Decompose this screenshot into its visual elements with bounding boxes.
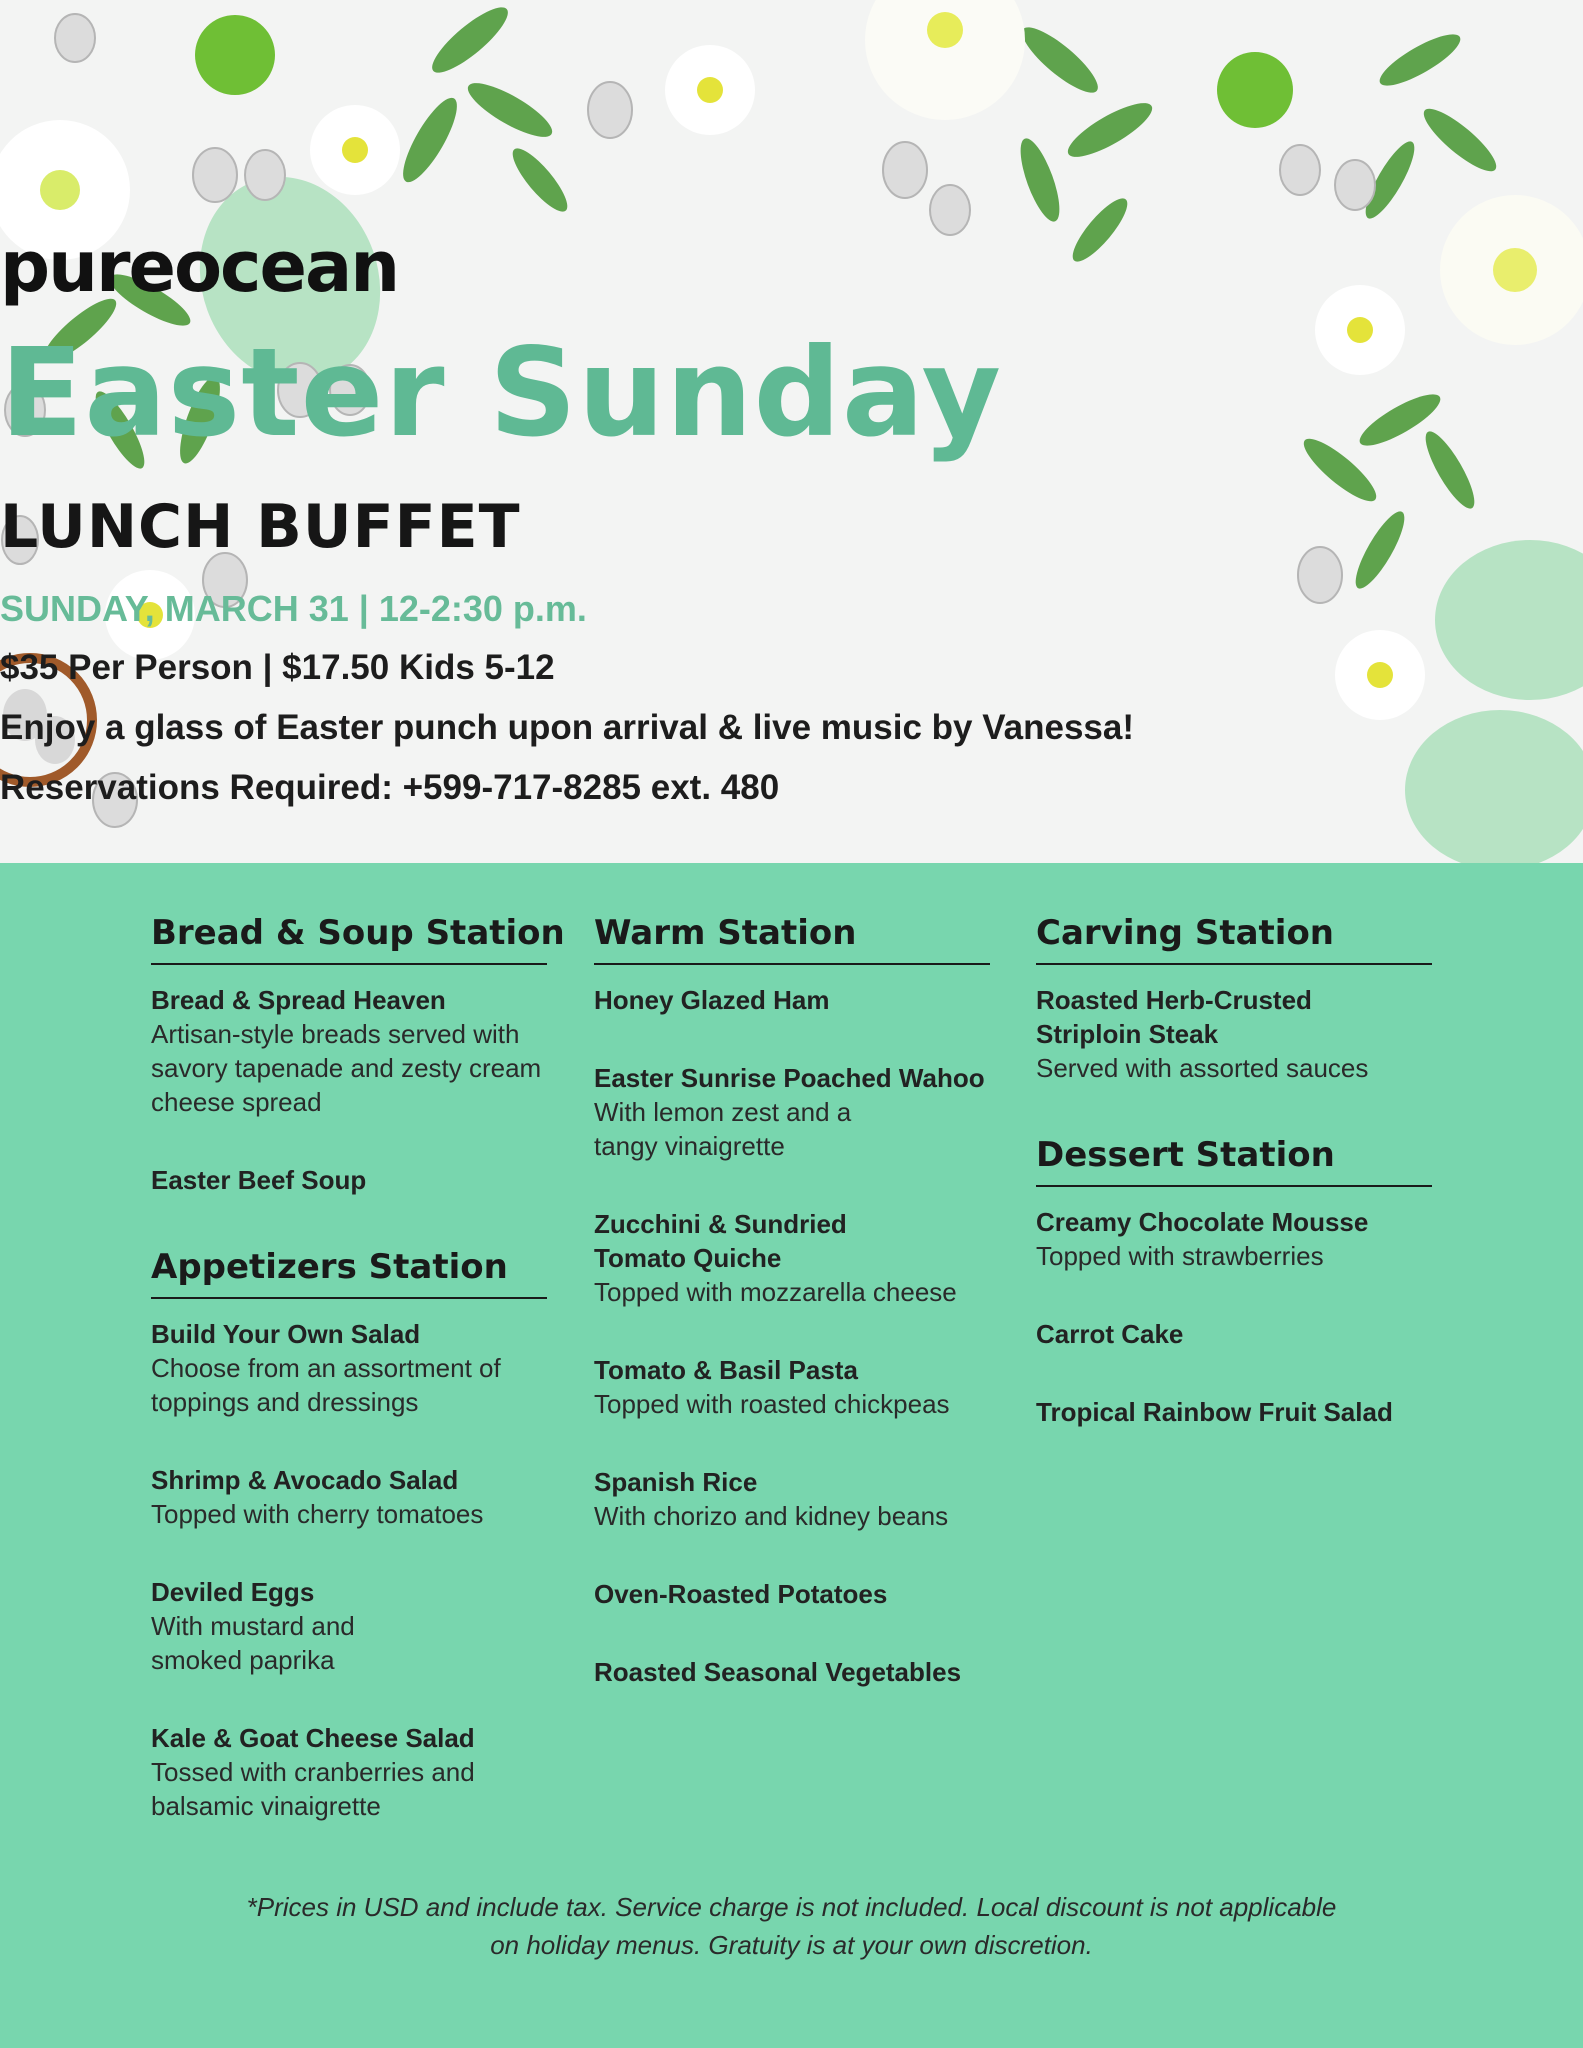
menu-item bbox=[594, 983, 990, 1017]
menu-item bbox=[1036, 983, 1432, 1085]
disclaimer bbox=[0, 1888, 1583, 1964]
menu-column-3 bbox=[1036, 913, 1432, 1479]
station-title: Dessert Station bbox=[1036, 1135, 1432, 1187]
item-name: Carrot Cake bbox=[1036, 1319, 1184, 1349]
item-description: Topped with mozzarella cheese bbox=[594, 1277, 957, 1307]
item-name: Shrimp & Avocado Salad bbox=[151, 1465, 459, 1495]
hero-banner bbox=[0, 0, 1583, 863]
appetizers-station bbox=[151, 1247, 547, 1823]
item-name: Roasted Herb-Crusted Striploin Steak bbox=[1036, 985, 1312, 1049]
item-name: Easter Sunrise Poached Wahoo bbox=[594, 1063, 985, 1093]
menu-item bbox=[151, 1721, 547, 1823]
menu-item bbox=[151, 983, 547, 1119]
item-description: With mustard and smoked paprika bbox=[151, 1611, 355, 1675]
item-description: Tossed with cranberries and balsamic vinaigrette bbox=[151, 1757, 475, 1821]
menu-item bbox=[1036, 1395, 1432, 1429]
menu-column-2 bbox=[594, 913, 990, 1739]
menu-item bbox=[594, 1353, 990, 1421]
item-name: Build Your Own Salad bbox=[151, 1319, 421, 1349]
item-name: Creamy Chocolate Mousse bbox=[1036, 1207, 1369, 1237]
disclaimer-line-1: *Prices in USD and include tax. Service charge is not included. Local discount is not applicable bbox=[246, 1892, 1337, 1922]
item-description: Served with assorted sauces bbox=[1036, 1053, 1369, 1083]
item-description: Topped with roasted chickpeas bbox=[594, 1389, 950, 1419]
menu-item bbox=[594, 1207, 990, 1309]
item-name: Tropical Rainbow Fruit Salad bbox=[1036, 1397, 1393, 1427]
item-name: Roasted Seasonal Vegetables bbox=[594, 1657, 962, 1687]
item-name: Honey Glazed Ham bbox=[594, 985, 830, 1015]
item-description: Topped with cherry tomatoes bbox=[151, 1499, 484, 1529]
menu-section bbox=[0, 863, 1583, 2048]
menu-item bbox=[594, 1465, 990, 1533]
item-description: Topped with strawberries bbox=[1036, 1241, 1324, 1271]
item-description: Choose from an assortment of toppings and dressings bbox=[151, 1353, 501, 1417]
item-description: Artisan-style breads served with savory tapenade and zesty cream cheese spread bbox=[151, 1019, 542, 1117]
item-description: With lemon zest and a tangy vinaigrette bbox=[594, 1097, 852, 1161]
item-description: With chorizo and kidney beans bbox=[594, 1501, 949, 1531]
logo: pureocean bbox=[0, 226, 399, 308]
page-subtitle: LUNCH BUFFET bbox=[0, 492, 521, 562]
item-name: Easter Beef Soup bbox=[151, 1165, 367, 1195]
event-highlight: Enjoy a glass of Easter punch upon arrival & live music by Vanessa! bbox=[0, 708, 1135, 747]
menu-column-1 bbox=[151, 913, 565, 1873]
warm-station bbox=[594, 913, 990, 1689]
bread-soup-station bbox=[151, 913, 565, 1197]
station-title: Warm Station bbox=[594, 913, 990, 965]
item-name: Spanish Rice bbox=[594, 1467, 758, 1497]
menu-item bbox=[594, 1655, 990, 1689]
station-title: Appetizers Station bbox=[151, 1247, 547, 1299]
carving-station bbox=[1036, 913, 1432, 1085]
item-name: Kale & Goat Cheese Salad bbox=[151, 1723, 475, 1753]
price-info: $35 Per Person | $17.50 Kids 5-12 bbox=[0, 648, 555, 687]
menu-item bbox=[151, 1463, 547, 1531]
menu-item bbox=[151, 1317, 547, 1419]
menu-item bbox=[1036, 1317, 1432, 1351]
menu-item bbox=[594, 1061, 990, 1163]
menu-item bbox=[1036, 1205, 1432, 1273]
disclaimer-line-2: on holiday menus. Gratuity is at your own discretion. bbox=[490, 1930, 1093, 1960]
item-name: Oven-Roasted Potatoes bbox=[594, 1579, 888, 1609]
page-title: Easter Sunday bbox=[0, 322, 1002, 464]
station-title: Bread & Soup Station bbox=[151, 913, 547, 965]
item-name: Bread & Spread Heaven bbox=[151, 985, 446, 1015]
item-name: Tomato & Basil Pasta bbox=[594, 1355, 858, 1385]
reservation-info: Reservations Required: +599-717-8285 ext. 480 bbox=[0, 768, 780, 807]
dessert-station bbox=[1036, 1135, 1432, 1429]
menu-item bbox=[151, 1575, 547, 1677]
item-name: Zucchini & Sundried Tomato Quiche bbox=[594, 1209, 847, 1273]
station-title: Carving Station bbox=[1036, 913, 1432, 965]
menu-item bbox=[594, 1577, 990, 1611]
event-date: SUNDAY, MARCH 31 | 12-2:30 p.m. bbox=[0, 588, 587, 629]
menu-item bbox=[151, 1163, 547, 1197]
item-name: Deviled Eggs bbox=[151, 1577, 315, 1607]
